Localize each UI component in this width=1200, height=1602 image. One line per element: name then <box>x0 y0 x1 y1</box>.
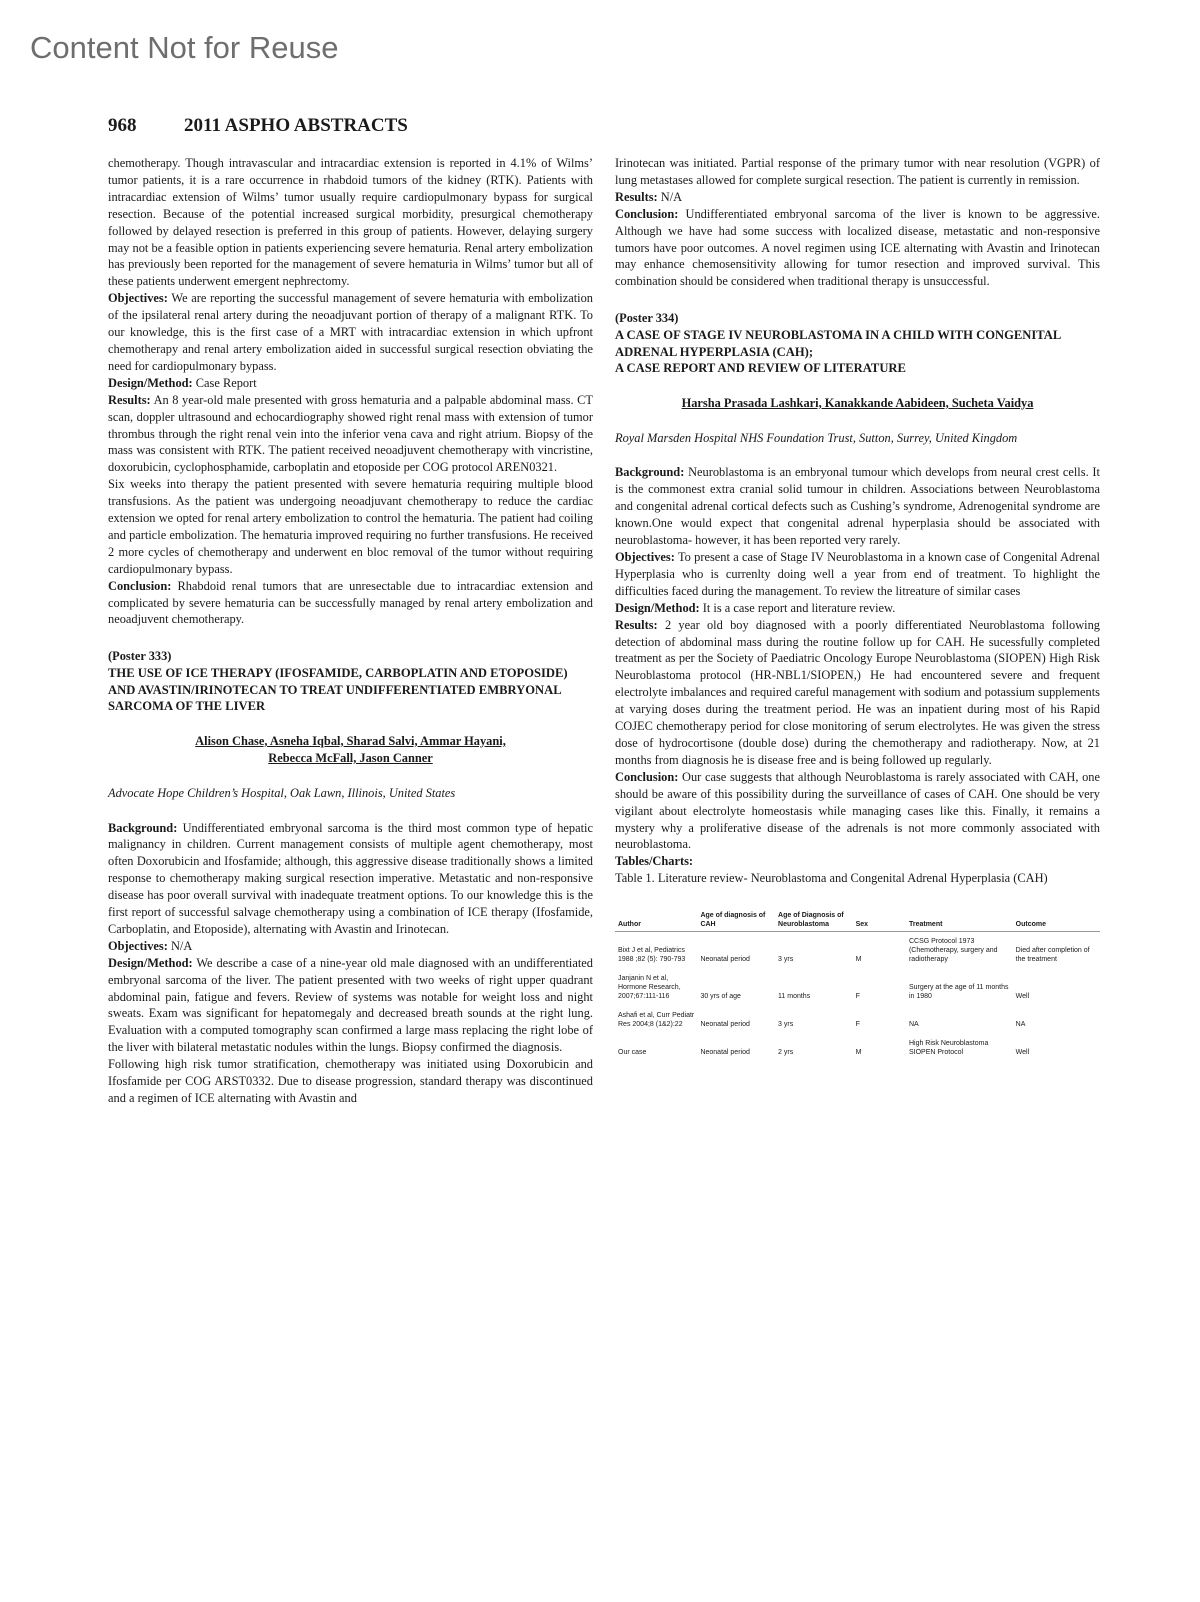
section-label: Objectives: <box>108 938 168 953</box>
section-text: Neuroblastoma is an embryonal tumour which develops from neural crest cells. It is the commonest extra cranial solid tumour in children. Associations between Neuroblastoma and congenital adrenal cortical defects such as Cushing’s syndrome, Adrenogenital syndrome are known.One would expect that congenital adrenal hyperplasia should be associated with neuroblastoma- however, it has been reported very rarely. <box>615 465 1100 548</box>
table-row <box>615 1034 1100 1062</box>
table-cell: Bixt J et al, Pediatrics 1988 ;82 (5): 790-793 <box>618 947 686 964</box>
section-label: Tables/Charts: <box>615 854 694 869</box>
abstract-title <box>615 327 1100 377</box>
section-text: Case Report <box>192 375 257 390</box>
table-cell: NA <box>908 1021 919 1029</box>
table-row <box>615 1006 1100 1034</box>
section-label: Design/Method: <box>108 955 193 970</box>
table-cell: 3 yrs <box>778 1021 794 1029</box>
section-text: We are reporting the successful management of severe hematuria with embolization of the ipsilateral renal artery during the neoadjuvant portion of therapy of a malignant RTK. To our knowledge, this is the first case of a MRT with intracardiac extension in which upfront chemotherapy and renal artery embolization aided in successful surgical resection obviating the need for cardiopulmonary bypass. <box>108 291 593 373</box>
table-cell: Janjanin N et al, Hormone Research, 2007;67:111-116 <box>618 975 681 1001</box>
page-header <box>108 115 408 137</box>
section-label: Objectives: <box>108 291 168 306</box>
paragraph: Six weeks into therapy the patient presented with severe hematuria requiring multiple blood transfusions. As the patient was undergoing neoadjuvant chemotherapy to reduce the cardiac extension we opted for renal artery embolization to control the hematuria. The patient had coiling and particle embolization. The hematuria improved requiring no further transfusions. He received 2 more cycles of chemotherapy and underwent en bloc removal of the tumor without requiring cardiopulmonary bypass. <box>108 477 593 576</box>
paragraph: Following high risk tumor stratification, chemotherapy was initiated using Doxorubicin and Ifosfamide per COG ARST0332. Due to disease progression, standard therapy was discontinued and a regimen of ICE alternating with Avastin and <box>108 1057 593 1105</box>
objectives-section <box>108 938 593 955</box>
table-cell: M <box>855 956 862 964</box>
table-cell: High Risk Neuroblastoma SIOPEN Protocol <box>908 1040 989 1057</box>
table-cell: 30 yrs of age <box>700 993 741 1001</box>
column-header: Treatment <box>906 909 1013 932</box>
table-cell: Surgery at the age of 11 months in 1980 <box>908 984 1009 1001</box>
table-cell: CCSG Protocol 1973 (Chemotherapy, surgery and radiotherapy <box>908 938 998 964</box>
table-cell: Well <box>1015 993 1030 1001</box>
table-header-row <box>615 909 1100 932</box>
left-column <box>108 155 593 1107</box>
table-caption: Table 1. Literature review- Neuroblastoma and Congenital Adrenal Hyperplasia (CAH) <box>615 871 1048 886</box>
section-label: Results: <box>615 617 658 632</box>
results-section <box>108 392 593 477</box>
table-cell: F <box>855 993 860 1001</box>
section-text: To present a case of Stage IV Neuroblastoma in a known case of Congenital Adrenal Hyperplasia who is currenlty doing well a year from end of treatment. To highlight the difficulties faced during the management. To review the litreature of similar cases <box>615 550 1100 598</box>
table-cell: Ashafi et al, Curr Pediatr Res 2004;8 (1&2):22 <box>618 1012 695 1029</box>
section-label: Design/Method: <box>615 600 700 615</box>
background-section <box>615 464 1100 549</box>
section-text: We describe a case of a nine-year old male diagnosed with an undifferentiated embryonal sarcoma of the liver. The patient presented with two weeks of right upper quadrant abdominal pain, fatigue and fevers. Review of systems was notable for weight loss and night sweats. Exam was significant for hepatomegaly and decreased breath sounds at the right lung. Evaluation with a computed tomography scan confirmed a large mass replacing the right lobe of the liver with bilateral metastatic nodules within the lungs. Biopsy confirmed the diagnosis. <box>108 955 593 1055</box>
section-text: N/A <box>657 189 683 204</box>
section-text: It is a case report and literature review. <box>699 600 896 615</box>
design-method-section <box>615 600 1100 617</box>
table-row <box>615 969 1100 1006</box>
title-line: A CASE REPORT AND REVIEW OF LITERATURE <box>615 361 906 376</box>
journal-title: 2011 ASPHO ABSTRACTS <box>184 115 408 136</box>
author-list <box>108 733 593 767</box>
section-label: Background: <box>615 465 685 480</box>
authors-line: Rebecca McFall, Jason Canner <box>268 750 433 765</box>
conclusion-section <box>615 206 1100 291</box>
table-cell: Neonatal period <box>700 1049 750 1057</box>
table-cell: 11 months <box>778 993 811 1001</box>
table-cell: 3 yrs <box>778 956 794 964</box>
objectives-section <box>108 290 593 375</box>
conclusion-section <box>108 578 593 629</box>
conclusion-section <box>615 769 1100 854</box>
title-line: A CASE OF STAGE IV NEUROBLASTOMA IN A CHILD WITH CONGENITAL ADRENAL HYPERPLASIA (CAH); <box>615 328 1061 359</box>
section-label: Conclusion: <box>615 206 679 221</box>
column-header: Outcome <box>1013 909 1100 932</box>
abstract-title: THE USE OF ICE THERAPY (IFOSFAMIDE, CARBOPLATIN AND ETOPOSIDE) AND AVASTIN/IRINOTECAN TO TREAT UNDIFFERENTIATED EMBRYONAL SARCOMA OF THE LIVER <box>108 666 568 714</box>
authors-line: Alison Chase, Asneha Iqbal, Sharad Salvi, Ammar Hayani, <box>195 733 506 748</box>
watermark: Content Not for Reuse <box>30 30 339 65</box>
results-section <box>615 617 1100 769</box>
section-label: Conclusion: <box>108 578 172 593</box>
tables-charts-label <box>615 853 1100 870</box>
column-header: Author <box>615 909 697 932</box>
literature-table <box>615 909 1100 1062</box>
section-text: N/A <box>167 938 193 953</box>
poster-number: (Poster 333) <box>108 649 172 664</box>
background-section <box>108 820 593 938</box>
objectives-section <box>615 549 1100 600</box>
section-text: Undifferentiated embryonal sarcoma is the third most common type of hepatic malignancy in children. Current management consists of multiple agent chemotherapy, most often Doxorubicin and Ifosfamide; although, this aggressive disease traditionally shows a limited response to chemotherapy making surgical resection imperative. Metastatic and non-responsive disease has poor overall survival with inadequate treatment options. To our knowledge this is the first report of successful salvage chemotherapy using a combination of ICE therapy (Ifosfamide, Carboplatin, and Etoposide), alternating with Avastin and Irinotecan. <box>108 820 593 936</box>
section-text: An 8 year-old male presented with gross hematuria and a palpable abdominal mass. CT scan, doppler ultrasound and echocardiography showed right renal mass with extension of tumor thrombus through the right renal vein into the inferior vena cava and right atrium. Biopsy of the mass was consistent with RTK. The patient received neoadjuvent chemotherapy with vincristine, doxorubicin, cyclophosphamide, carboplatin and etoposide per COG protocol AREN0321. <box>108 392 593 475</box>
section-label: Results: <box>108 392 151 407</box>
section-label: Results: <box>615 189 658 204</box>
section-label: Background: <box>108 820 178 835</box>
page-number: 968 <box>108 115 137 136</box>
table-cell: M <box>855 1049 862 1057</box>
table-cell: Neonatal period <box>700 1021 750 1029</box>
table-cell: NA <box>1015 1021 1026 1029</box>
right-column <box>615 155 1100 1062</box>
table-cell: Well <box>1015 1049 1030 1057</box>
poster-number: (Poster 334) <box>615 311 679 326</box>
author-list: Harsha Prasada Lashkari, Kanakkande Aabideen, Sucheta Vaidya <box>681 395 1034 410</box>
section-text: Our case suggests that although Neuroblastoma is rarely associated with CAH, one should be aware of this possibility during the surveillance of cases of CAH. One should be very vigilant about electrolyte homeostasis while managing cases like this. Finally, it remains a mystery why a proliferative disease of the adrenals is not more commonly associated with neuroblastoma. <box>615 769 1100 852</box>
table-cell: Neonatal period <box>700 956 750 964</box>
column-header: Sex <box>853 909 906 932</box>
affiliation: Advocate Hope Children’s Hospital, Oak Lawn, Illinois, United States <box>108 785 456 800</box>
table-cell: F <box>855 1021 860 1029</box>
affiliation: Royal Marsden Hospital NHS Foundation Trust, Sutton, Surrey, United Kingdom <box>615 430 1018 445</box>
design-method-section <box>108 375 593 392</box>
section-label: Objectives: <box>615 550 675 564</box>
paragraph: Irinotecan was initiated. Partial response of the primary tumor with near resolution (VGPR) of lung metastases allowed for complete surgical resection. The patient is currently in remission. <box>615 156 1100 187</box>
table-row <box>615 932 1100 970</box>
results-section <box>615 189 1100 206</box>
table-cell: Died after completion of the treatment <box>1015 947 1090 964</box>
column-header: Age of diagnosis of CAH <box>697 909 775 932</box>
section-label: Conclusion: <box>615 769 679 784</box>
table-cell: 2 yrs <box>778 1049 794 1057</box>
section-text: 2 year old boy diagnosed with a poorly differentiated Neuroblastoma following detection of abdominal mass during the routine follow up for CAH. He sucessfully completed treatment as per the Society of Paediatric Oncology Europe Neuroblastoma (SIOPEN) High Risk Neuroblastoma protocol (HR-NBL1/SIOPEN,) He had encountered severe and frequent electrolyte imbalances and required careful management with sodium and potassium supplements at varying doses during the treatment period. He was an inpatient during most of his Rapid COJEC chemotherapy period for close monitoring of serum electrolytes. He was given the stress dose of hydrocortisone (double dose) during the chemotherapy and radiotherapy. Now, at 21 months from diagnosis he is disease free and is being followed up regularly. <box>615 617 1100 767</box>
design-method-section <box>108 955 593 1056</box>
column-header: Age of Diagnosis of Neuroblastoma <box>775 909 853 932</box>
section-label: Design/Method: <box>108 375 193 390</box>
section-text: Rhabdoid renal tumors that are unresectable due to intracardiac extension and complicated by severe hematuria can be successfully managed by renal artery embolization and neoadjuvent chemotherapy. <box>108 578 593 627</box>
table-cell: Our case <box>618 1049 647 1057</box>
paragraph: chemotherapy. Though intravascular and intracardiac extension is reported in 4.1% of Wilms’ tumor patients, it is a rare occurrence in rhabdoid tumors of the kidney (RTK). Patients with intracardiac extension of Wilms’ tumor usually require cardiopulmonary bypass for surgical resection. Because of the potential increased surgical morbidity, presurgical chemotherapy followed by delayed resection is preferred in this group of patients. However, delaying surgery may not be a feasible option in patients experiencing severe hematuria. Renal artery embolization has previously been reported for the management of severe hematuria in Wilms’ tumor but all of these patients underwent emergent nephrectomy. <box>108 156 593 289</box>
section-text: Undifferentiated embryonal sarcoma of the liver is known to be aggressive. Although we have had some success with localized disease, metastatic and non-responsive tumors have poor outcomes. A novel regimen using ICE alternating with Avastin and Irinotecan may enhance chemosensitivity allowing for tumor resection and improved survival. This combination should be considered when traditional therapy is unsuccessful. <box>615 206 1100 289</box>
